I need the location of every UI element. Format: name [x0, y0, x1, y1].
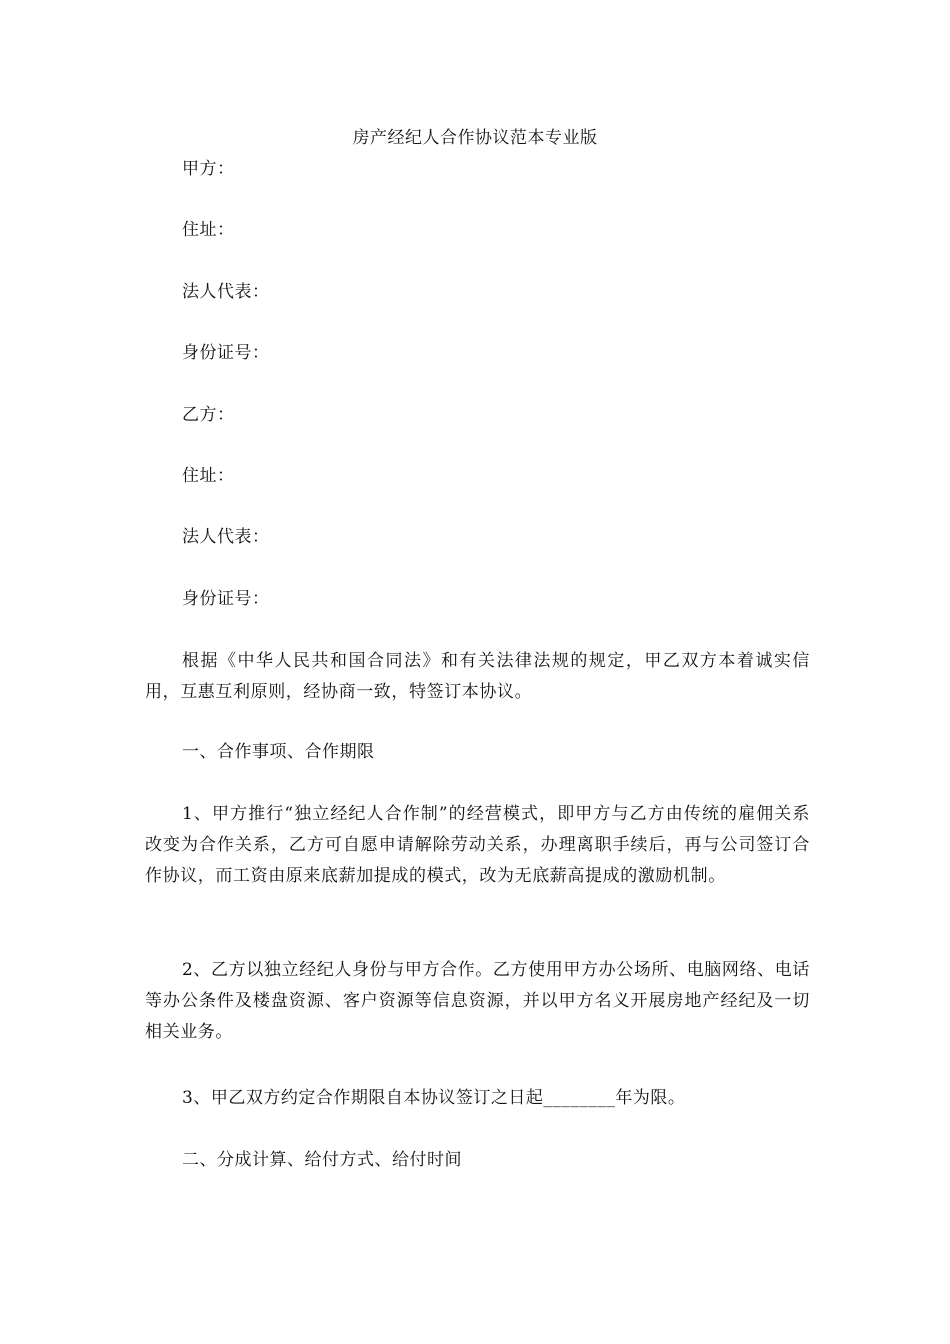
- party-a-address: 住址：: [182, 220, 235, 240]
- section-1-heading: 一、合作事项、合作期限: [182, 742, 375, 762]
- preamble-paragraph: 根据《中华人民共和国合同法》和有关法律法规的规定，甲乙双方本着诚实信用，互惠互利原则，经协商一致，特签订本协议。: [145, 651, 810, 702]
- clause-3-paragraph: [182, 1086, 685, 1110]
- clause-3-blank: ________: [543, 1088, 616, 1108]
- party-a-id-number: 身份证号：: [182, 343, 270, 363]
- clause-2-paragraph: 2、乙方以独立经纪人身份与甲方合作。乙方使用甲方办公场所、电脑网络、电话等办公条件及楼盘资源、客户资源等信息资源，并以甲方名义开展房地产经纪及一切相关业务。: [145, 960, 810, 1042]
- party-b-label: 乙方：: [182, 405, 235, 425]
- party-b-id-number: 身份证号：: [182, 589, 270, 609]
- party-a-label: 甲方：: [182, 159, 235, 179]
- party-b-legal-rep: 法人代表：: [182, 527, 270, 547]
- clause-3-text-before: 3、甲乙双方约定合作期限自本协议签订之日起: [182, 1088, 544, 1108]
- document-title: 房产经纪人合作协议范本专业版: [352, 128, 598, 148]
- clause-3-text-after: 年为限。: [615, 1088, 686, 1108]
- clause-1-paragraph: 1、甲方推行“独立经纪人合作制”的经营模式，即甲方与乙方由传统的雇佣关系改变为合作关系，乙方可自愿申请解除劳动关系，办理离职手续后，再与公司签订合作协议，而工资由原来底薪加提成的模式，改为无底薪高提成的激励机制。: [145, 804, 810, 886]
- section-2-heading: 二、分成计算、给付方式、给付时间: [182, 1150, 462, 1170]
- party-b-address: 住址：: [182, 466, 235, 486]
- party-a-legal-rep: 法人代表：: [182, 282, 270, 302]
